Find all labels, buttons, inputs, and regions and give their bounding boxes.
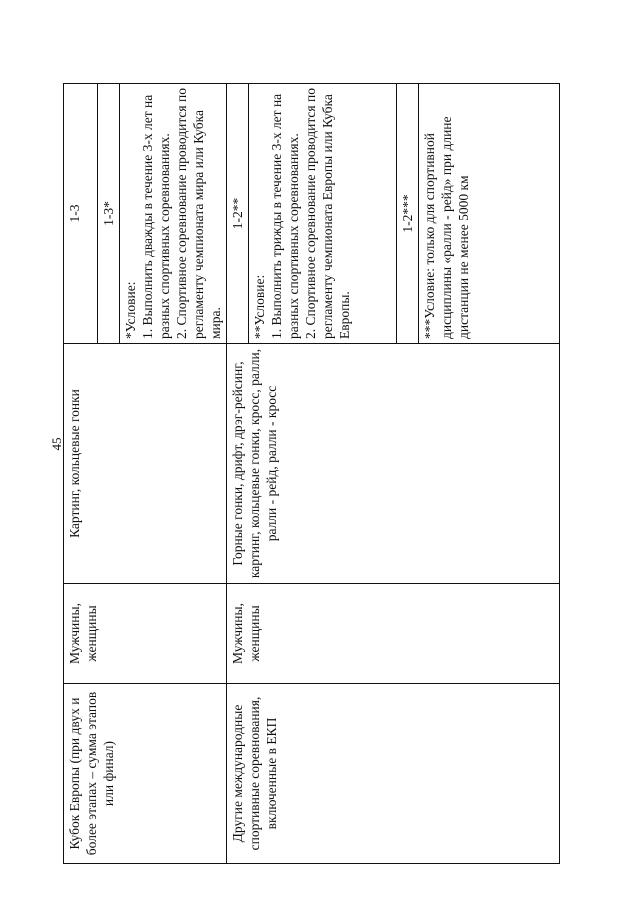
- condition-line: *Условие:: [123, 281, 138, 339]
- condition-line: **Условие:: [252, 274, 267, 339]
- rotated-table-container: [49, 84, 548, 864]
- condition-line: 1. Выполнить дважды в течение 3-х лет на разных спортивных соревнованиях.: [140, 94, 172, 339]
- sub-places-cell: 1-3*: [98, 84, 120, 344]
- discipline-cell: Горные гонки, дрифт, дрэг-рейсинг, картинг, кольцевые гонки, кросс, ралли, ралли - рейд, ралли - кросс: [227, 344, 560, 584]
- competition-cell-europe-cup: Кубок Европы (при двух и более этапах – сумма этапов или финал): [64, 684, 227, 864]
- condition-line: 2. Спортивное соревнование проводится по регламенту чемпионата мира или Кубка мира.: [174, 88, 223, 339]
- places-cell: 1-2***: [397, 84, 419, 344]
- condition-line: ***Условие: только для спортивной дисциплины «ралли - рейд» при длине дистанции не менее 5000 км: [422, 116, 471, 339]
- discipline-cell: Картинг, кольцевые гонки: [64, 344, 227, 584]
- competition-cell-other: Другие международные спортивные соревнования, включенные в ЕКП: [227, 684, 560, 864]
- condition-cell: [419, 84, 560, 344]
- gender-cell: Мужчины, женщины: [64, 584, 227, 684]
- condition-line: 2. Спортивное соревнование проводится по регламенту чемпионата Европы или Кубка Европы.: [303, 88, 352, 339]
- condition-line: 1. Выполнить трижды в течение 3-х лет на разных спортивных соревнованиях.: [269, 93, 301, 339]
- page-number: 45: [49, 437, 64, 451]
- places-cell: 1-2**: [227, 84, 249, 344]
- qualification-table: [63, 83, 560, 864]
- gender-cell: Мужчины, женщины: [227, 584, 560, 684]
- condition-cell: [249, 84, 397, 344]
- condition-cell: [120, 84, 227, 344]
- places-cell: 1-3: [64, 84, 98, 344]
